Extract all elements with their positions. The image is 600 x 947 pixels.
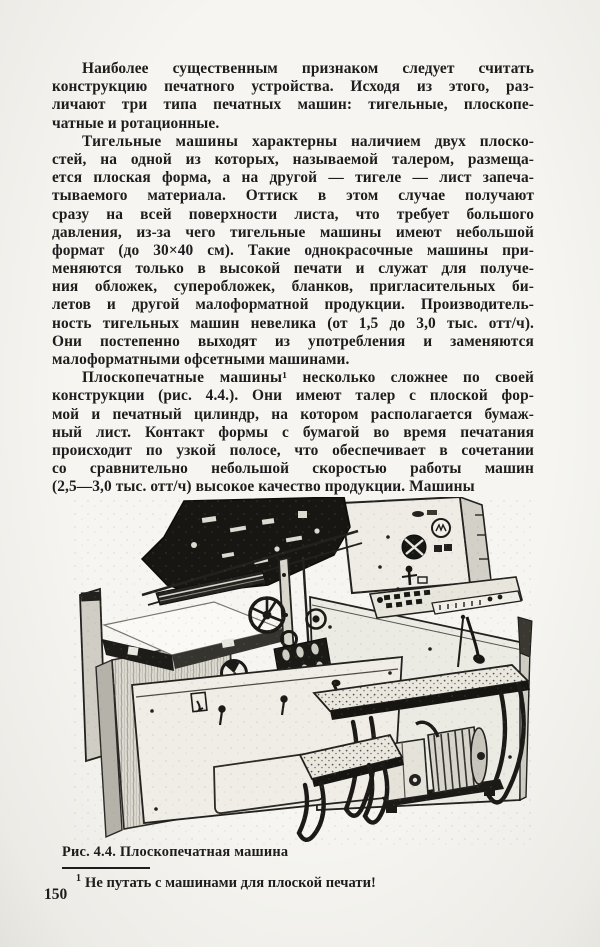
text-line: мой и печатный цилиндр, на котором располагается бумаж- bbox=[52, 405, 534, 423]
text-line: формат (до 30×40 см). Такие однокрасочные машины при- bbox=[52, 241, 534, 259]
text-line: ность тигельных машин невелика (от 1,5 до 3,0 тыс. отт/ч). bbox=[52, 314, 534, 332]
paragraph bbox=[52, 133, 534, 369]
text-line: меняются только в высокой печати и служат для получе- bbox=[52, 260, 534, 278]
figure-caption: Рис. 4.4. Плоскопечатная машина bbox=[62, 844, 289, 860]
footnote bbox=[62, 873, 482, 892]
text-line: давления, из-за чего тигельные машины имеют небольшой bbox=[52, 223, 534, 241]
text-line: малоформатными офсетными машинами. bbox=[52, 351, 350, 368]
text-line: Наиболее существенным признаком следует считать bbox=[82, 60, 534, 77]
text-line: Плоскопечатные машины¹ несколько сложнее по своей bbox=[82, 369, 534, 387]
text-line: ный лист. Контакт формы с бумагой во время печатания bbox=[52, 423, 534, 441]
bold-term: Тигельные машины bbox=[82, 132, 239, 150]
text-line: личают три типа печатных машин: тигельные, плоскопе- bbox=[52, 96, 534, 114]
text-line: со сравнительно небольшой скоростью работы машин bbox=[52, 460, 534, 478]
text-line: сразу на всей поверхности листа, что требует большого bbox=[52, 205, 534, 223]
text-line: происходит по узкой полосе, что обеспечивает в сочетании bbox=[52, 441, 534, 459]
text-line: летов и другой малоформатной продукции. Производитель- bbox=[52, 296, 534, 314]
text-line: Они постепенно выходят из употребления и заменяются bbox=[52, 332, 534, 350]
text-line: конструкцию печатного устройства. Исходя из этого, раз- bbox=[52, 78, 534, 96]
body-text bbox=[52, 60, 534, 497]
text-line: тываемого материала. Оттиск в этом случае получают bbox=[52, 187, 534, 205]
figure-grain bbox=[72, 497, 534, 845]
figure-illustration bbox=[72, 497, 534, 845]
paragraph bbox=[52, 60, 534, 133]
text-line: конструкции (рис. 4.4.). Они имеют талер с плоской фор- bbox=[52, 387, 534, 405]
bold-term: Плоскопечатные машины¹ bbox=[82, 369, 288, 387]
text-line: Тигельные машины характерны наличием двух плоско- bbox=[82, 132, 534, 150]
text-line: ния обложек, суперобложек, бланков, пригласительных би- bbox=[52, 278, 534, 296]
page-number: 150 bbox=[44, 886, 68, 903]
text-line: стей, на одной из которых, называемой талером, размеща- bbox=[52, 150, 534, 168]
footnote-rule bbox=[62, 867, 150, 869]
footnote-text: Не путать с машинами для плоской печати! bbox=[85, 874, 376, 891]
text-line: чатные и ротационные. bbox=[52, 114, 220, 132]
figure bbox=[72, 497, 534, 845]
text-line: ется плоская форма, а на другой — тигеле — лист запеча- bbox=[52, 169, 534, 187]
footnote-marker: 1 bbox=[76, 873, 81, 884]
text-line: (2,5—3,0 тыс. отт/ч) высокое качество продукции. Машины bbox=[52, 478, 475, 496]
paragraph bbox=[52, 369, 534, 496]
